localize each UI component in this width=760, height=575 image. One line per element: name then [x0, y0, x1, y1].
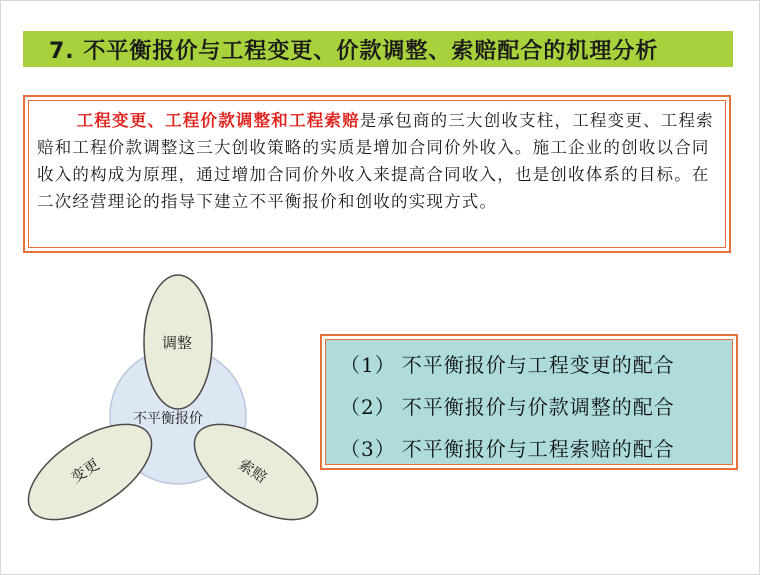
intro-inner	[28, 100, 726, 248]
venn-label-left: 变更	[67, 455, 103, 487]
page-title: 7. 不平衡报价与工程变更、价款调整、索赔配合的机理分析	[49, 38, 659, 64]
list-item	[340, 386, 732, 428]
items-box	[320, 334, 738, 470]
item-number: （2）	[340, 395, 396, 419]
item-number: （1）	[340, 353, 396, 377]
item-text: 不平衡报价与价款调整的配合	[401, 395, 675, 419]
intro-paragraph	[37, 107, 715, 215]
item-text: 不平衡报价与工程索赔的配合	[401, 437, 675, 461]
title-bar	[23, 31, 733, 67]
venn-label-top: 调整	[162, 334, 193, 352]
item-number: （3）	[340, 437, 396, 461]
item-text: 不平衡报价与工程变更的配合	[401, 353, 675, 377]
list-item	[340, 344, 732, 386]
venn-diagram	[30, 268, 320, 528]
intro-box	[23, 95, 731, 253]
venn-label-right: 索赔	[235, 455, 271, 487]
items-list	[325, 339, 733, 465]
list-item	[340, 428, 732, 470]
venn-label-center: 不平衡报价	[133, 411, 203, 427]
intro-highlight: 工程变更、工程价款调整和工程索赔	[76, 111, 360, 130]
intro-body: 是承包商的三大创收支柱，工程变更、工程索赔和工程价款调整这三大创收策略的实质是增加合同价外收入。施工企业的创收以合同收入的构成为原理，通过增加合同价外收入来提高合同收入，也是创收体系的目标。在二次经营理论的指导下建立不平衡报价和创收的实现方式。	[37, 111, 714, 211]
venn-shapes	[30, 268, 320, 528]
